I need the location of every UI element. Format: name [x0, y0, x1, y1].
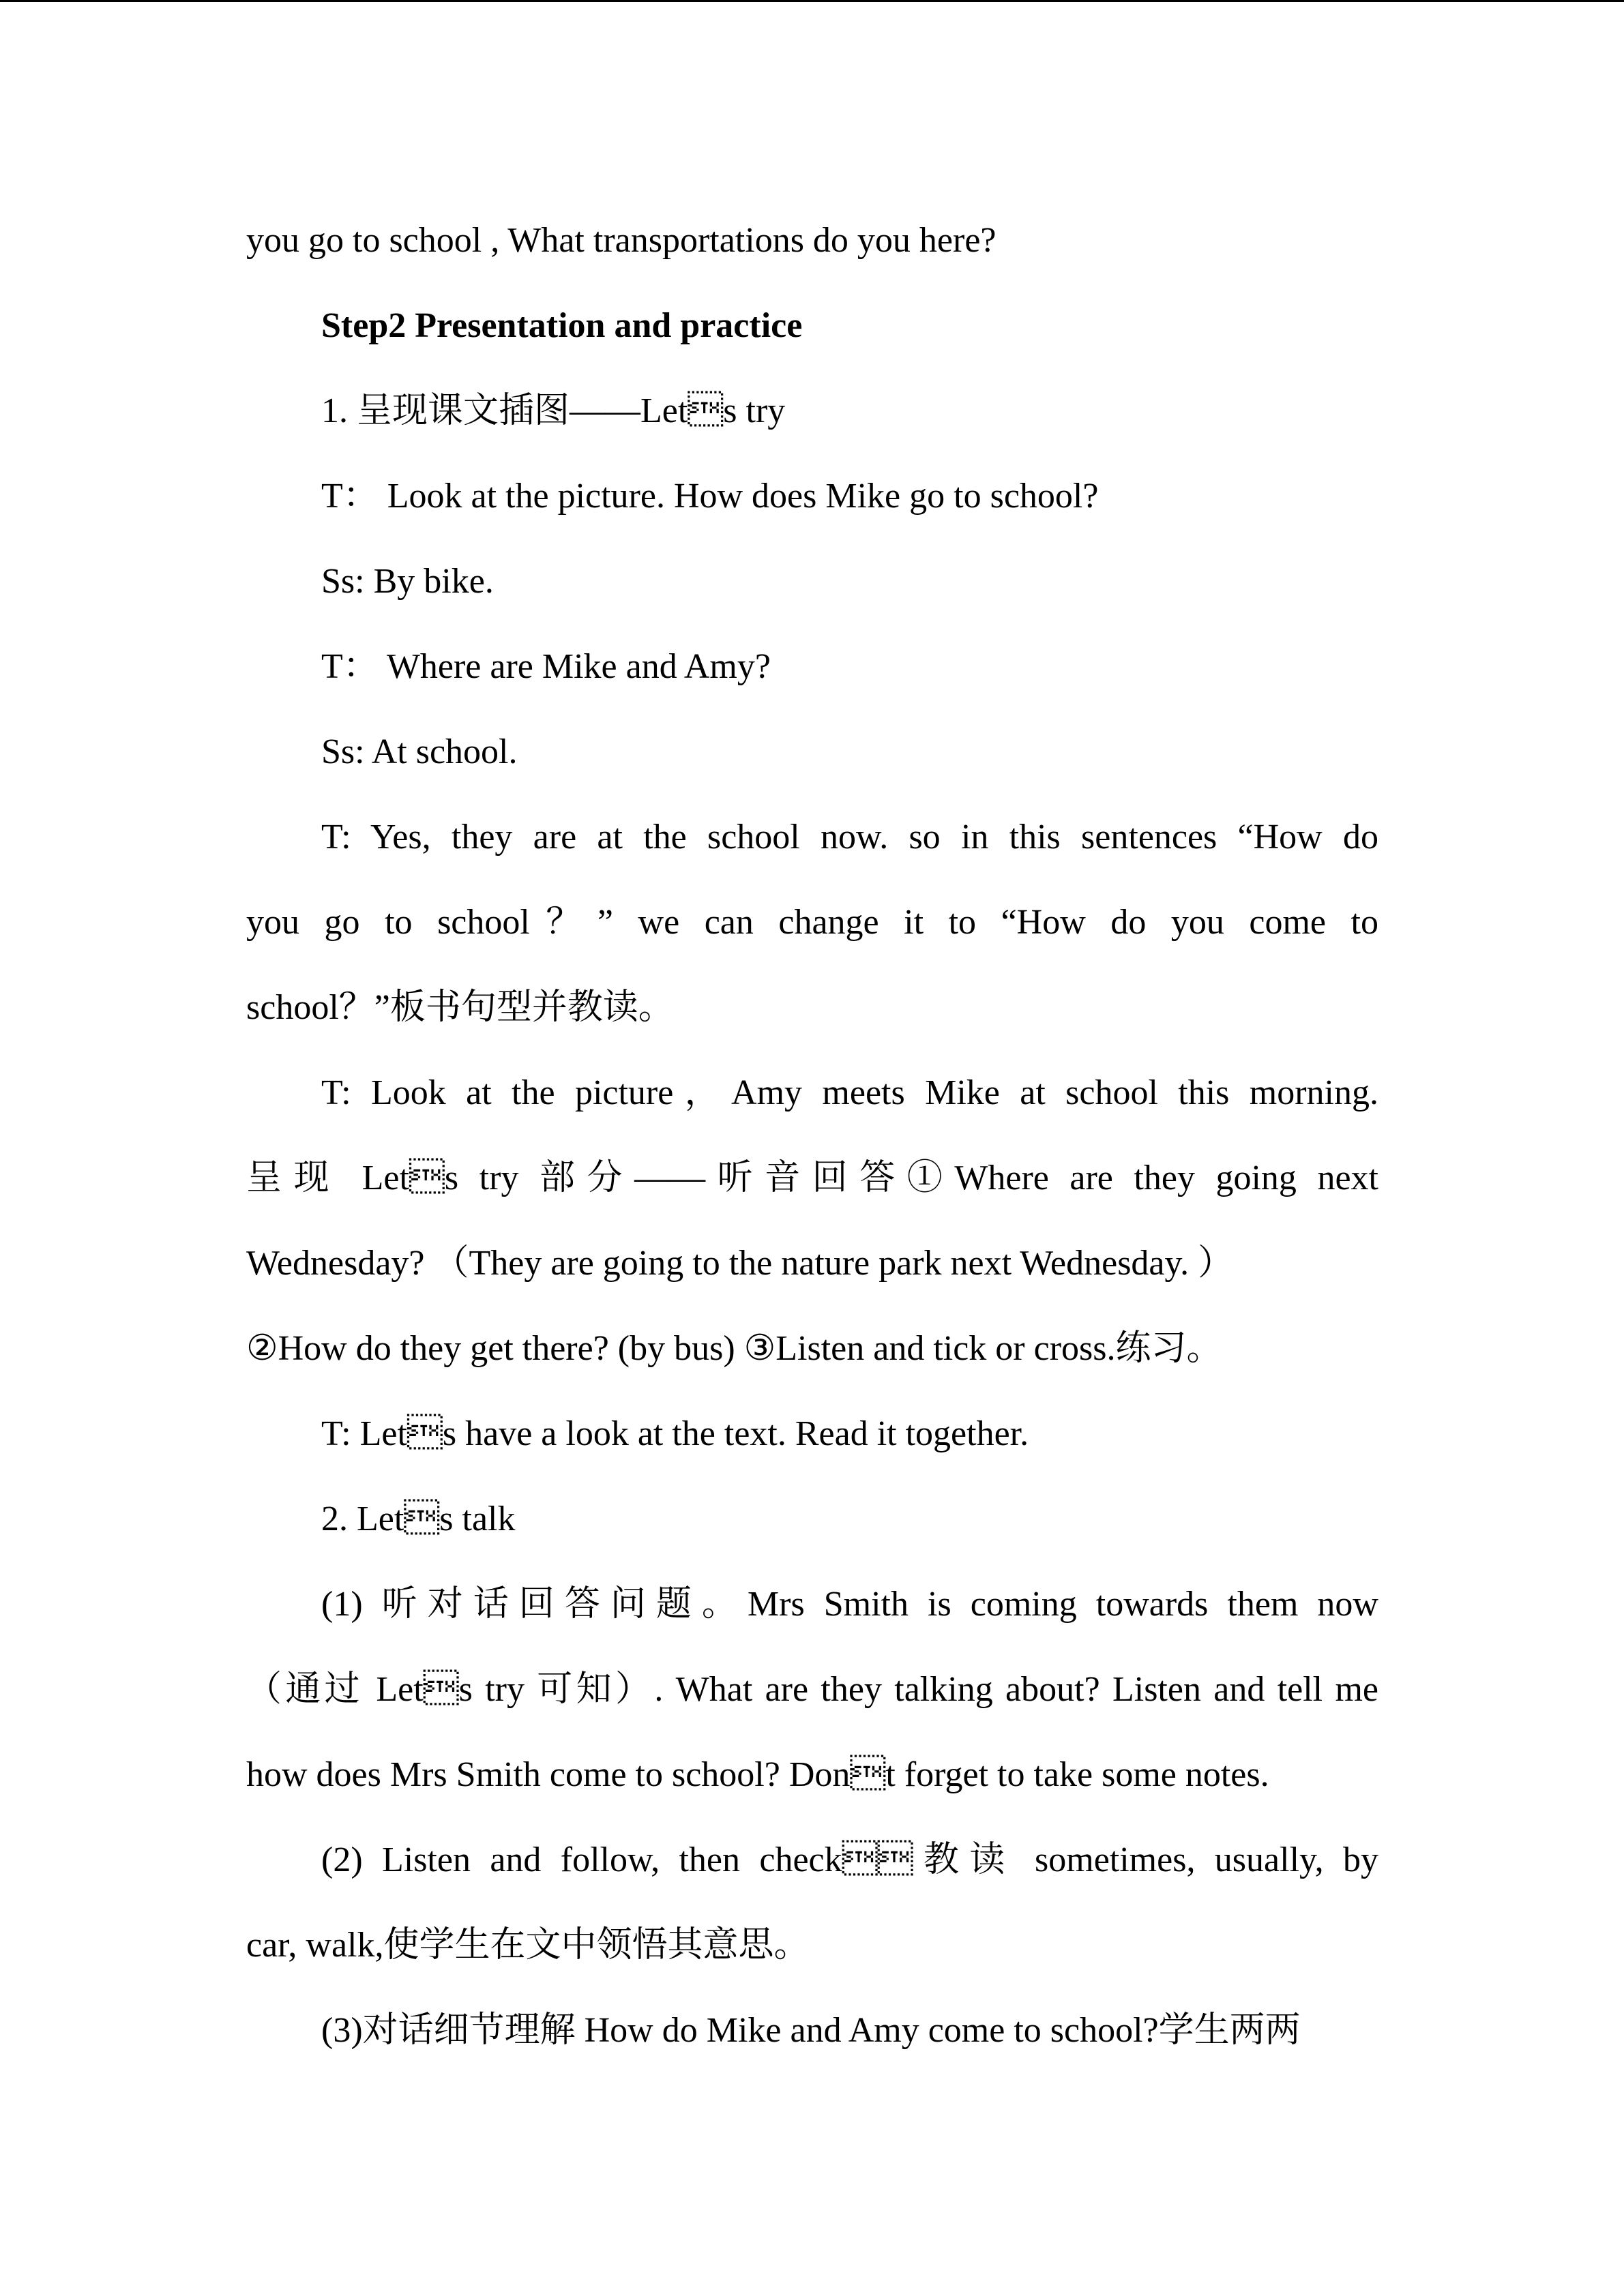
paragraph-line: school？”板书句型并教读。 [246, 988, 674, 1027]
paragraph-line: 2. Lets talk [321, 1500, 516, 1538]
paragraph-line: you go to school？” we can change it to “How do you come to [246, 903, 1378, 942]
paragraph-line: car, walk,使学生在文中领悟其意思。 [246, 1926, 810, 1965]
paragraph-line: T: Lets have a look at the text. Read it together. [321, 1414, 1029, 1453]
section-heading: Step2 Presentation and practice [321, 306, 803, 345]
paragraph-line: you go to school , What transportations do you here? [246, 221, 996, 260]
top-border-line [0, 0, 1624, 2]
paragraph-line: ②How do they get there? (by bus) ③Listen and tick or cross.练习。 [246, 1329, 1222, 1368]
paragraph-line: Wednesday? （They are going to the nature park next Wednesday. ） [246, 1244, 1234, 1283]
paragraph-line: (2) Listen and follow, then check教读 sometimes, usually, by [321, 1840, 1378, 1879]
paragraph-line: Ss: At school. [321, 732, 518, 771]
paragraph-line: (1) 听对话回答问题。Mrs Smith is coming towards them now [321, 1585, 1378, 1624]
paragraph-line: T： Look at the picture. How does Mike go to school? [321, 477, 1099, 516]
paragraph-line: T： Where are Mike and Amy? [321, 647, 771, 686]
paragraph-line: 1. 呈现课文插图——Lets try [321, 391, 786, 430]
paragraph-line: （通过 Lets try 可知）. What are they talking about? Listen and tell me [246, 1670, 1378, 1709]
paragraph-line: Ss: By bike. [321, 562, 494, 601]
paragraph-line: 呈现 Lets try 部分——听音回答①Where are they going next [246, 1159, 1378, 1197]
paragraph-line: T: Yes, they are at the school now. so in this sentences “How do [321, 818, 1378, 856]
paragraph-line: T: Look at the picture，Amy meets Mike at school this morning. [321, 1073, 1378, 1112]
paragraph-line: (3)对话细节理解 How do Mike and Amy come to school?学生两两 [321, 2011, 1301, 2050]
paragraph-line: how does Mrs Smith come to school? Dont forget to take some notes. [246, 1755, 1269, 1794]
